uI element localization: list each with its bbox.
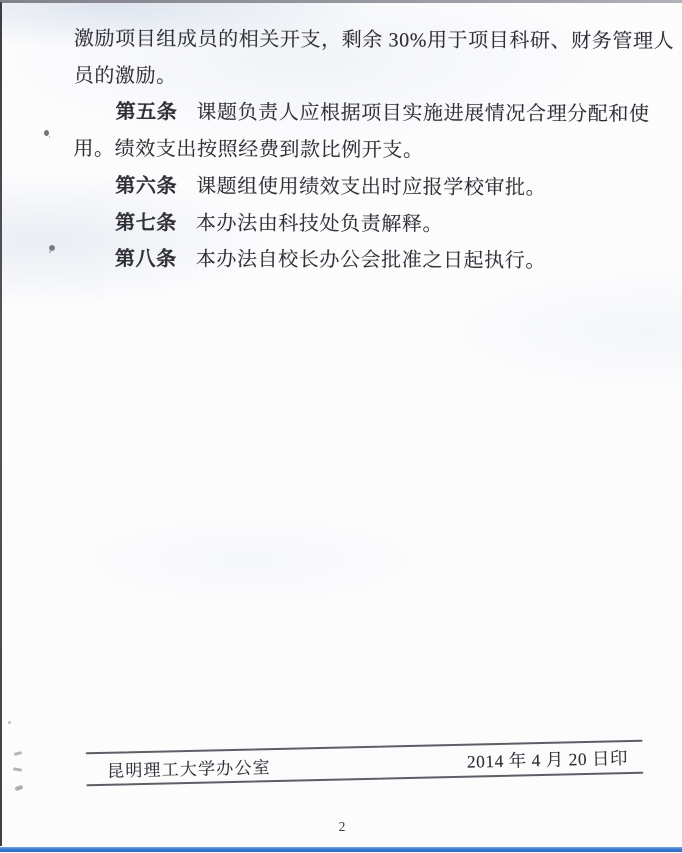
scan-speck <box>13 767 22 772</box>
footer-print-date: 2014 年 4 月 20 日印 <box>466 747 629 772</box>
body-line-article-5 <box>74 94 660 133</box>
body-line-article-6 <box>73 168 659 207</box>
body-line <box>74 58 660 97</box>
footer-issuer: 昆明理工大学办公室 <box>106 757 272 781</box>
body-text: 本办法由科技处负责解释。 <box>195 212 444 236</box>
scan-speck <box>44 130 49 136</box>
article-term: 第七条 <box>115 211 177 234</box>
body-text: 员的激励。 <box>73 64 177 88</box>
article-term: 第六条 <box>115 174 178 198</box>
page-number: 2 <box>338 819 346 834</box>
scan-speck <box>49 245 55 251</box>
body-line <box>73 21 675 60</box>
body-text: 课题负责人应根据项目实施进展情况合理分配和使 <box>196 101 650 126</box>
viewer-bottom-bar <box>0 847 682 852</box>
article-term: 第八条 <box>114 248 177 271</box>
document-body <box>73 21 675 280</box>
footer-block <box>86 740 644 787</box>
scan-speck <box>8 721 11 724</box>
scan-speck <box>15 785 24 791</box>
article-term: 第五条 <box>115 101 178 124</box>
scan-left-edge <box>0 2 2 846</box>
body-text: 本办法自校长办公会批准之日起执行。 <box>195 248 547 273</box>
body-line-article-7 <box>73 205 659 244</box>
body-line <box>73 131 659 170</box>
body-text: 用。绩效支出按照经费到款比例开支。 <box>73 138 424 162</box>
body-text: 课题组使用绩效支出时应报学校审批。 <box>196 175 547 199</box>
body-text: 激励项目组成员的相关开支，剩余 30%用于项目科研、财务管理人 <box>73 27 675 53</box>
scan-top-edge <box>0 0 682 3</box>
scan-speck <box>14 751 23 756</box>
body-line-article-8 <box>73 241 659 280</box>
